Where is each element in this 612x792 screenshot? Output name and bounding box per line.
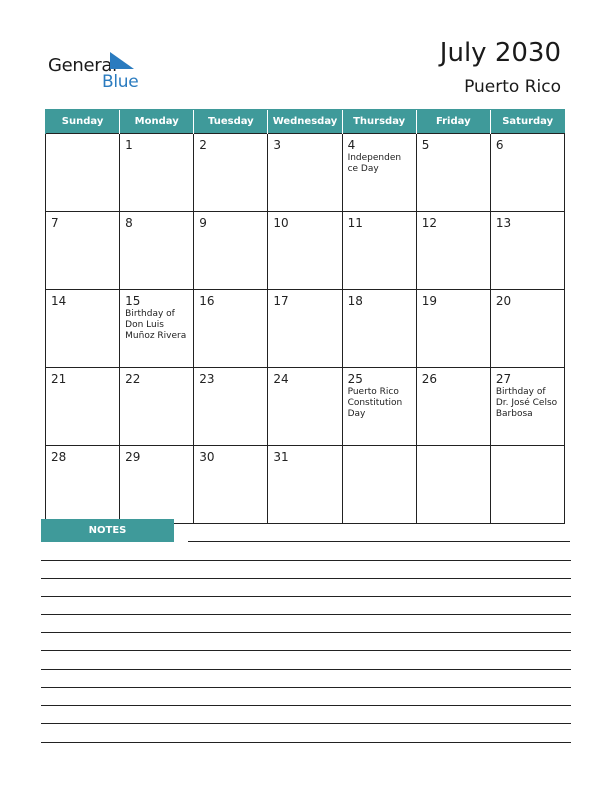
note-line xyxy=(41,705,571,706)
day-number: 25 xyxy=(347,372,363,386)
day-number: 18 xyxy=(347,294,363,308)
day-cell xyxy=(46,446,120,524)
week-row xyxy=(46,212,565,290)
day-number: 30 xyxy=(199,450,215,464)
day-cell xyxy=(120,212,194,290)
day-cell xyxy=(490,446,564,524)
day-cell xyxy=(268,290,342,368)
day-number: 28 xyxy=(51,450,67,464)
day-cell xyxy=(46,290,120,368)
weekday-header: Sunday xyxy=(46,110,120,134)
day-number: 23 xyxy=(199,372,215,386)
day-cell xyxy=(120,134,194,212)
day-cell xyxy=(342,446,416,524)
day-cell xyxy=(268,446,342,524)
day-cell xyxy=(268,134,342,212)
logo-word-general: General xyxy=(48,55,117,76)
day-cell xyxy=(416,212,490,290)
day-cell xyxy=(490,290,564,368)
day-number: 4 xyxy=(347,138,356,152)
week-row xyxy=(46,446,565,524)
weekday-header: Saturday xyxy=(490,110,564,134)
day-number: 17 xyxy=(273,294,289,308)
holiday-label: Birthday of Don Luis Muñoz Rivera xyxy=(125,309,187,341)
day-cell xyxy=(490,212,564,290)
calendar-country-title: Puerto Rico xyxy=(464,77,561,97)
day-number: 9 xyxy=(199,216,207,230)
day-cell xyxy=(416,290,490,368)
logo-flag-icon xyxy=(110,52,134,69)
day-cell xyxy=(194,212,268,290)
week-row xyxy=(46,134,565,212)
day-cell xyxy=(416,446,490,524)
day-number: 16 xyxy=(199,294,215,308)
calendar-grid xyxy=(45,109,565,524)
day-number: 24 xyxy=(273,372,289,386)
day-cell xyxy=(120,290,194,368)
week-row xyxy=(46,290,565,368)
day-cell xyxy=(194,290,268,368)
day-number: 6 xyxy=(495,138,504,152)
day-cell xyxy=(120,368,194,446)
day-number: 1 xyxy=(125,138,133,152)
note-line xyxy=(41,578,571,579)
note-line xyxy=(188,541,570,542)
day-number: 2 xyxy=(199,138,207,152)
weekday-header: Tuesday xyxy=(194,110,268,134)
week-row xyxy=(46,368,565,446)
day-cell xyxy=(46,134,120,212)
day-cell xyxy=(342,290,416,368)
day-number: 13 xyxy=(495,216,512,230)
day-number: 22 xyxy=(125,372,141,386)
day-cell xyxy=(194,134,268,212)
day-number: 15 xyxy=(125,294,141,308)
note-line xyxy=(41,669,571,670)
day-cell xyxy=(416,368,490,446)
day-cell xyxy=(46,368,120,446)
holiday-label: Birthday of Dr. José Celso Barbosa xyxy=(495,387,558,419)
weekday-header-row xyxy=(46,110,565,134)
day-cell xyxy=(342,368,416,446)
day-number: 27 xyxy=(495,372,512,386)
note-line xyxy=(41,687,571,688)
notes-header: NOTES xyxy=(41,519,174,542)
day-cell xyxy=(194,368,268,446)
day-cell xyxy=(490,368,564,446)
weekday-header: Friday xyxy=(416,110,490,134)
day-number: 31 xyxy=(273,450,289,464)
day-number: 21 xyxy=(51,372,67,386)
day-number: 19 xyxy=(421,294,437,308)
day-number: 10 xyxy=(273,216,289,230)
day-cell xyxy=(342,212,416,290)
day-number: 3 xyxy=(273,138,282,152)
logo-word-blue: Blue xyxy=(102,72,139,92)
note-line xyxy=(41,632,571,633)
day-number: 7 xyxy=(51,216,59,230)
weekday-header: Thursday xyxy=(342,110,416,134)
day-cell xyxy=(268,368,342,446)
note-line xyxy=(41,560,571,561)
day-cell xyxy=(342,134,416,212)
calendar-month-title: July 2030 xyxy=(439,38,561,68)
note-line xyxy=(41,614,571,615)
note-line xyxy=(41,742,571,743)
day-cell xyxy=(194,446,268,524)
day-number: 20 xyxy=(495,294,512,308)
day-cell xyxy=(268,212,342,290)
note-line xyxy=(41,650,571,651)
brand-logo xyxy=(48,52,148,92)
day-number: 26 xyxy=(421,372,437,386)
holiday-label: Independen ce Day xyxy=(347,153,402,174)
day-number: 29 xyxy=(125,450,141,464)
holiday-label: Puerto Rico Constitution Day xyxy=(347,387,403,419)
weekday-header: Monday xyxy=(120,110,194,134)
day-number: 14 xyxy=(51,294,67,308)
day-number: 12 xyxy=(421,216,437,230)
day-number: 5 xyxy=(421,138,430,152)
day-number: 11 xyxy=(347,216,363,230)
note-line xyxy=(41,596,571,597)
day-cell xyxy=(46,212,120,290)
day-number: 8 xyxy=(125,216,133,230)
day-cell xyxy=(490,134,564,212)
weekday-header: Wednesday xyxy=(268,110,342,134)
day-cell xyxy=(416,134,490,212)
day-cell xyxy=(120,446,194,524)
note-line xyxy=(41,723,571,724)
